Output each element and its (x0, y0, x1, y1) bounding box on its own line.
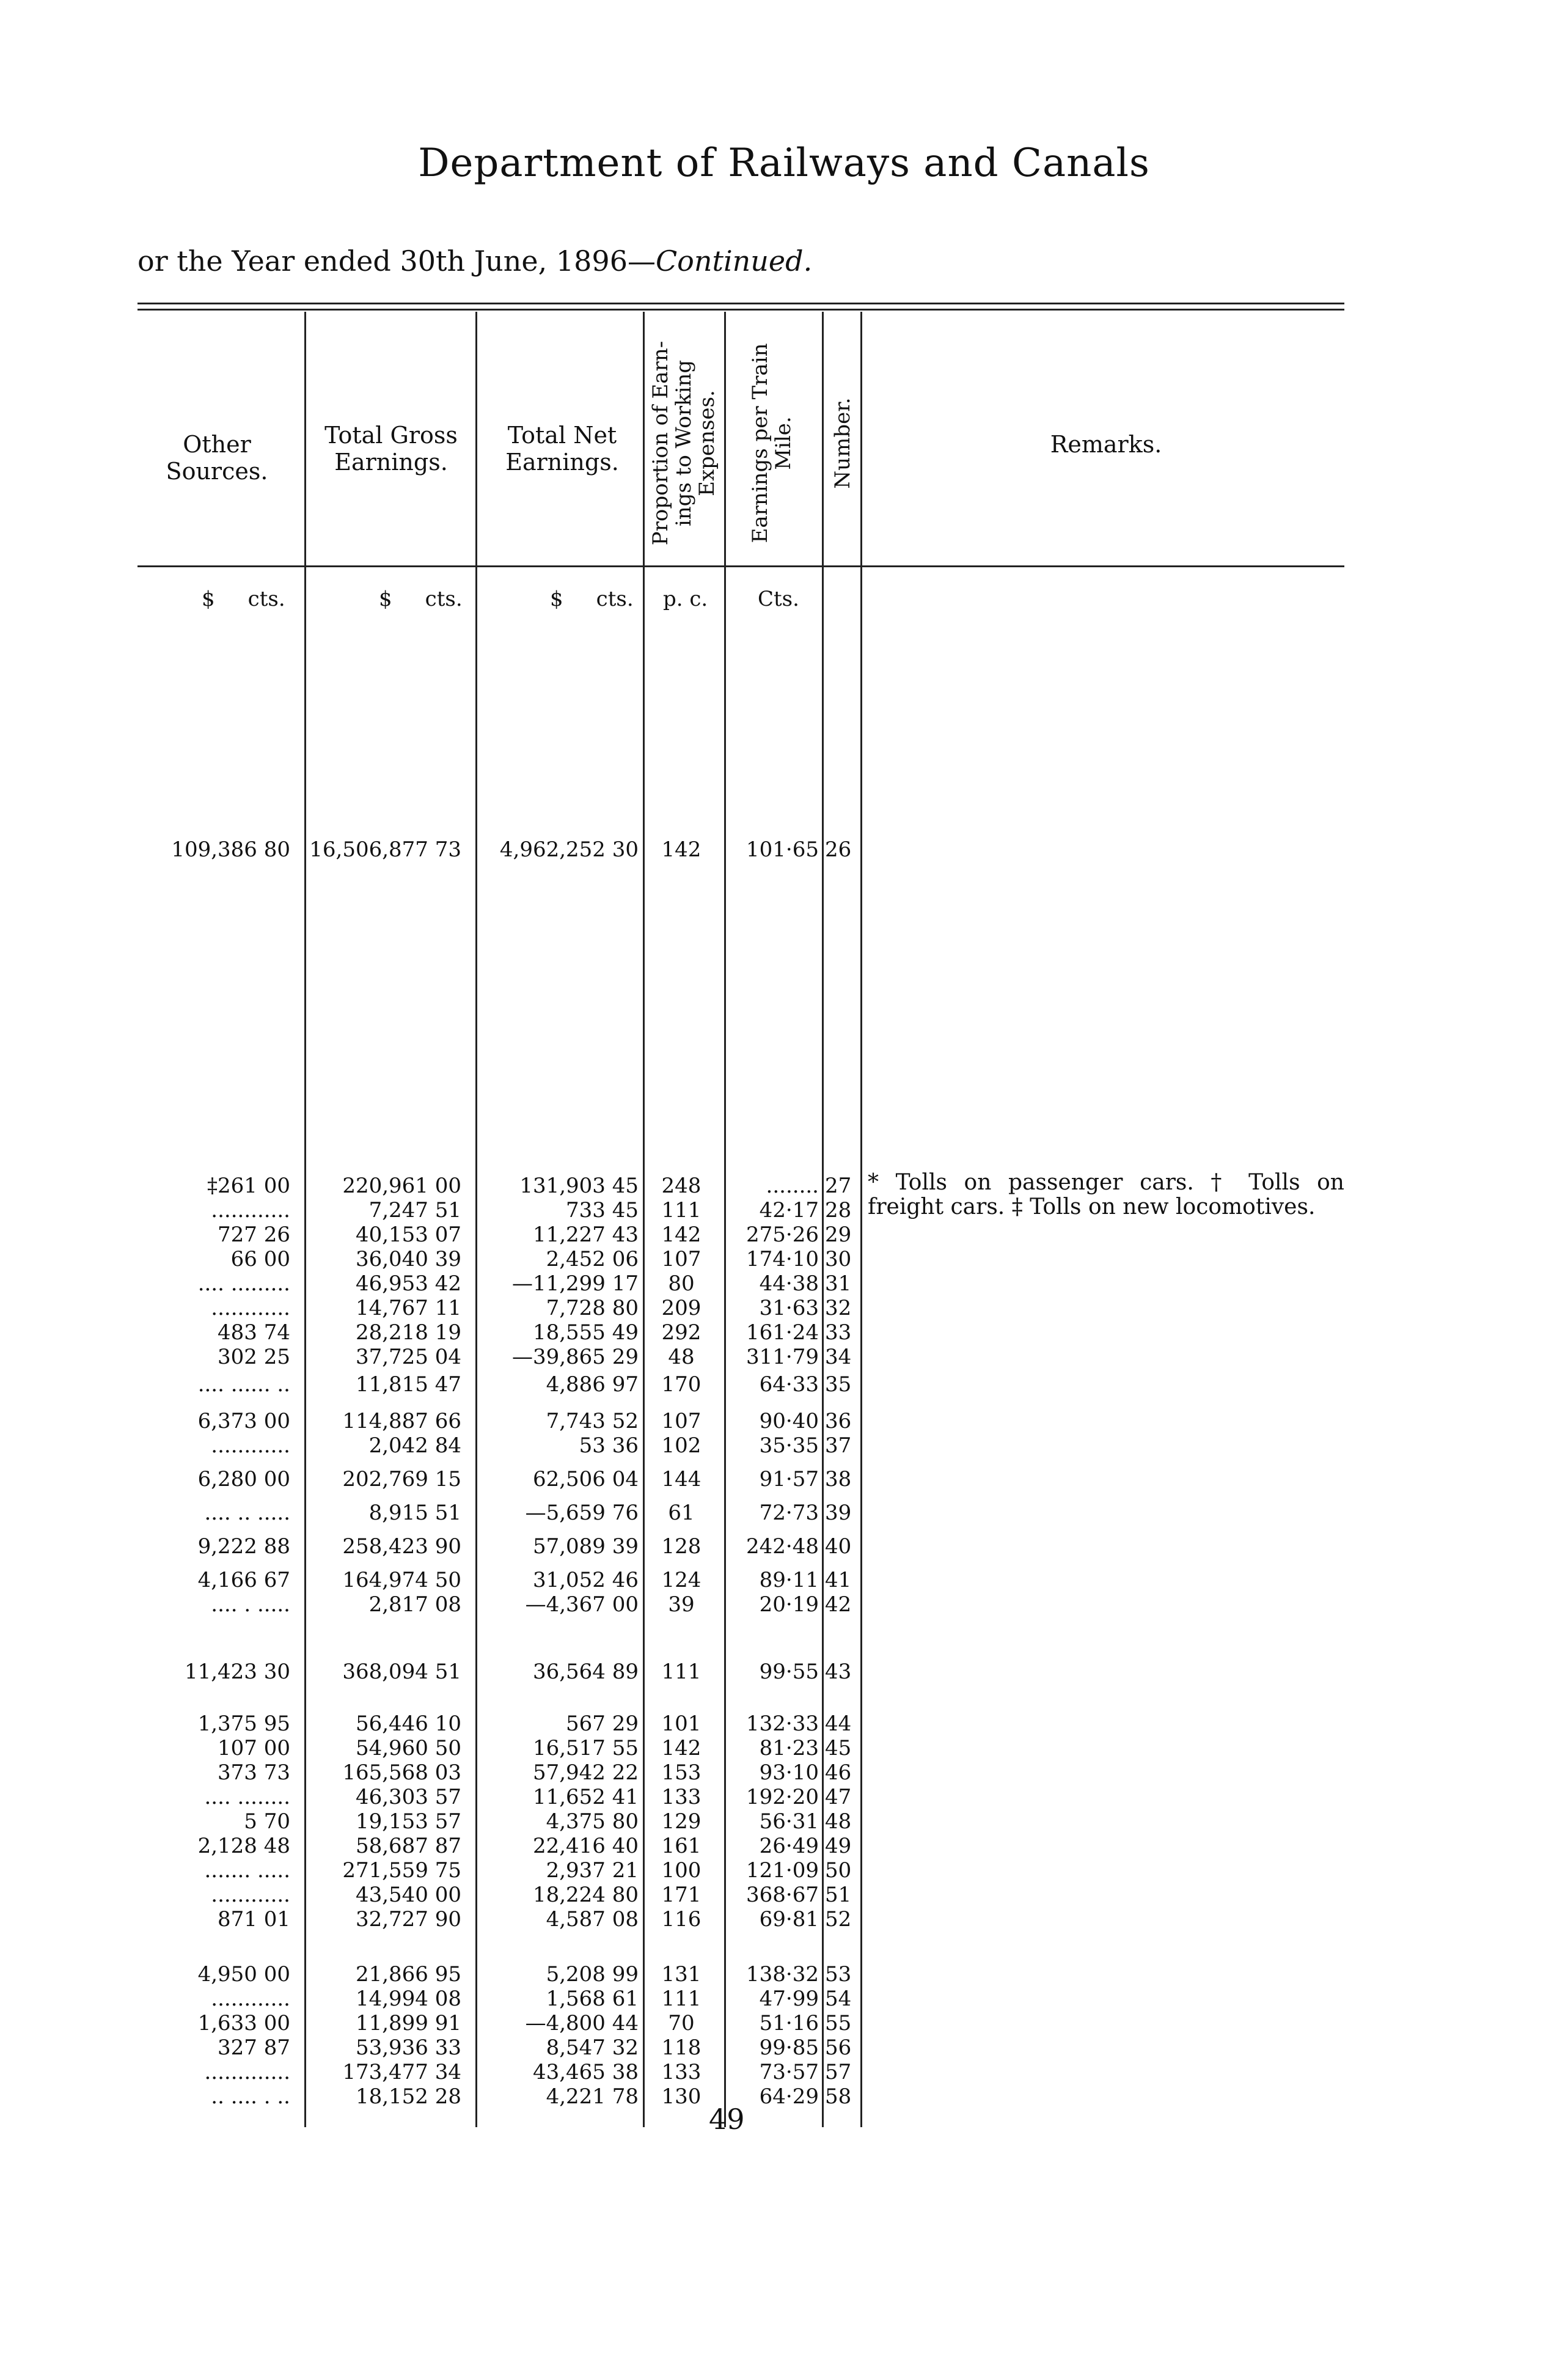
cell-prop: 111 (661, 1987, 702, 2011)
cell-net: —11,299 17 (511, 1271, 639, 1296)
cell-train: 242·48 (746, 1534, 819, 1559)
cell-net: 57,089 39 (532, 1534, 639, 1559)
table-row (0, 837, 1568, 862)
cell-prop: 70 (668, 2011, 695, 2035)
cell-train: 132·33 (746, 1712, 819, 1736)
cell-other: .... ........ (204, 1785, 290, 1809)
cell-prop: 248 (661, 1174, 702, 1198)
table-row (0, 1660, 1568, 1684)
cell-other: 1,375 95 (197, 1712, 290, 1736)
header-remarks: Remarks. (1050, 431, 1162, 458)
cell-num: 28 (825, 1198, 852, 1223)
cell-prop: 128 (661, 1534, 702, 1559)
cell-gross: 2,817 08 (368, 1592, 461, 1617)
cell-net: 11,227 43 (532, 1223, 639, 1247)
cell-other: ............ (211, 1433, 290, 1458)
cell-train: 101·65 (746, 837, 819, 862)
cell-gross: 14,767 11 (355, 1296, 461, 1320)
cell-other: ............ (211, 1987, 290, 2011)
cell-prop: 292 (661, 1320, 702, 1345)
cell-prop: 130 (661, 2084, 702, 2109)
cell-other: ............ (211, 1883, 290, 1907)
cell-net: 53 36 (579, 1433, 639, 1458)
cell-other: .... ...... .. (197, 1372, 290, 1397)
page-number: 49 (709, 2103, 745, 2136)
cell-train: 81·23 (759, 1736, 819, 1760)
cell-net: 2,452 06 (546, 1247, 639, 1271)
cell-other: 11,423 30 (184, 1660, 290, 1684)
cell-prop: 171 (661, 1883, 702, 1907)
cell-net: 4,221 78 (546, 2084, 639, 2109)
cell-train: 51·16 (759, 2011, 819, 2035)
cell-prop: 124 (661, 1568, 702, 1592)
cell-gross: 8,915 51 (368, 1501, 461, 1525)
cell-num: 55 (825, 2011, 852, 2035)
unit-net: $ cts. (550, 587, 634, 611)
cell-num: 40 (825, 1534, 852, 1559)
unit-other: $ cts. (202, 587, 285, 611)
table-row (0, 1372, 1568, 1397)
cell-train: 56·31 (759, 1809, 819, 1834)
cell-net: 36,564 89 (532, 1660, 639, 1684)
cell-other: 109,386 80 (171, 837, 290, 862)
cell-train: 275·26 (746, 1223, 819, 1247)
cell-gross: 37,725 04 (355, 1345, 461, 1369)
cell-other: ............. (204, 2060, 290, 2084)
cell-train: 192·20 (746, 1785, 819, 1809)
cell-train: 73·57 (759, 2060, 819, 2084)
cell-num: 50 (825, 1858, 852, 1883)
cell-net: 4,886 97 (546, 1372, 639, 1397)
cell-prop: 209 (661, 1296, 702, 1320)
top-rule-1 (137, 303, 1344, 304)
table-row (0, 1433, 1568, 1458)
cell-prop: 61 (668, 1501, 695, 1525)
cell-gross: 258,423 90 (342, 1534, 461, 1559)
cell-gross: 164,974 50 (342, 1568, 461, 1592)
table-row (0, 1987, 1568, 2011)
table-row (0, 1883, 1568, 1907)
cell-prop: 48 (668, 1345, 695, 1369)
header-other-sources: Other Sources. (166, 431, 268, 485)
cell-prop: 118 (661, 2035, 702, 2060)
cell-prop: 153 (661, 1760, 702, 1785)
cell-num: 54 (825, 1987, 852, 2011)
cell-num: 49 (825, 1834, 852, 1858)
cell-prop: 161 (661, 1834, 702, 1858)
table-row (0, 1568, 1568, 1592)
table-row (0, 1247, 1568, 1271)
cell-train: 90·40 (759, 1409, 819, 1433)
header-total-gross: Total Gross Earnings. (324, 422, 458, 476)
unit-train: Cts. (758, 587, 799, 611)
cell-other: 373 73 (218, 1760, 290, 1785)
subtitle-continued: Continued. (655, 245, 813, 278)
cell-train: 72·73 (759, 1501, 819, 1525)
cell-net: 5,208 99 (546, 1962, 639, 1987)
table-row (0, 1785, 1568, 1809)
cell-num: 44 (825, 1712, 852, 1736)
cell-net: 1,568 61 (546, 1987, 639, 2011)
cell-prop: 142 (661, 1736, 702, 1760)
table-row (0, 1858, 1568, 1883)
cell-num: 45 (825, 1736, 852, 1760)
cell-train: 311·79 (746, 1345, 819, 1369)
cell-gross: 46,303 57 (355, 1785, 461, 1809)
cell-num: 42 (825, 1592, 852, 1617)
cell-train: 69·81 (759, 1907, 819, 1932)
cell-prop: 111 (661, 1660, 702, 1684)
cell-train: 47·99 (759, 1987, 819, 2011)
cell-num: 56 (825, 2035, 852, 2060)
cell-other: 727 26 (218, 1223, 290, 1247)
cell-num: 37 (825, 1433, 852, 1458)
cell-train: 26·49 (759, 1834, 819, 1858)
cell-prop: 116 (661, 1907, 702, 1932)
cell-net: 31,052 46 (532, 1568, 639, 1592)
cell-num: 48 (825, 1809, 852, 1834)
cell-other: 871 01 (218, 1907, 290, 1932)
cell-gross: 11,899 91 (355, 2011, 461, 2035)
cell-num: 52 (825, 1907, 852, 1932)
cell-prop: 133 (661, 2060, 702, 2084)
cell-prop: 107 (661, 1247, 702, 1271)
table-row (0, 2084, 1568, 2109)
cell-other: ............ (211, 1296, 290, 1320)
cell-gross: 11,815 47 (355, 1372, 461, 1397)
cell-train: 42·17 (759, 1198, 819, 1223)
cell-other: 9,222 88 (197, 1534, 290, 1559)
cell-net: 2,937 21 (546, 1858, 639, 1883)
cell-prop: 142 (661, 837, 702, 862)
table-row (0, 1592, 1568, 1617)
cell-gross: 56,446 10 (355, 1712, 461, 1736)
cell-other: 1,633 00 (197, 2011, 290, 2035)
cell-gross: 202,769 15 (342, 1467, 461, 1491)
table-row (0, 1809, 1568, 1834)
cell-num: 46 (825, 1760, 852, 1785)
cell-other: ............ (211, 1198, 290, 1223)
cell-net: 8,547 32 (546, 2035, 639, 2060)
header-proportion: Proportion of Earn- ings to Working Expenses. (648, 340, 719, 546)
cell-other: .. .... . .. (211, 2084, 290, 2109)
cell-other: ‡261 00 (207, 1174, 290, 1198)
cell-net: 7,743 52 (546, 1409, 639, 1433)
cell-prop: 129 (661, 1809, 702, 1834)
unit-gross: $ cts. (379, 587, 463, 611)
cell-other: 4,950 00 (197, 1962, 290, 1987)
cell-other: 4,166 67 (197, 1568, 290, 1592)
cell-prop: 107 (661, 1409, 702, 1433)
cell-net: 567 29 (566, 1712, 639, 1736)
cell-prop: 111 (661, 1198, 702, 1223)
cell-train: 31·63 (759, 1296, 819, 1320)
table-row (0, 1409, 1568, 1433)
table-row (0, 1760, 1568, 1785)
cell-gross: 46,953 42 (355, 1271, 461, 1296)
cell-net: 16,517 55 (532, 1736, 639, 1760)
cell-gross: 32,727 90 (355, 1907, 461, 1932)
table-row (0, 1962, 1568, 1987)
cell-num: 51 (825, 1883, 852, 1907)
cell-prop: 101 (661, 1712, 702, 1736)
cell-net: 4,962,252 30 (499, 837, 639, 862)
cell-gross: 2,042 84 (368, 1433, 461, 1458)
remarks-note: * Tolls on passenger cars. † Tolls on freight cars. ‡ Tolls on new locomotives. (868, 1170, 1344, 1219)
cell-gross: 19,153 57 (355, 1809, 461, 1834)
table-row (0, 1736, 1568, 1760)
cell-gross: 43,540 00 (355, 1883, 461, 1907)
cell-gross: 21,866 95 (355, 1962, 461, 1987)
cell-train: 44·38 (759, 1271, 819, 1296)
cell-gross: 114,887 66 (342, 1409, 461, 1433)
cell-train: 174·10 (746, 1247, 819, 1271)
cell-num: 57 (825, 2060, 852, 2084)
cell-train: 20·19 (759, 1592, 819, 1617)
cell-net: 131,903 45 (519, 1174, 639, 1198)
cell-other: 483 74 (218, 1320, 290, 1345)
cell-train: 64·33 (759, 1372, 819, 1397)
header-rule (137, 565, 1344, 567)
cell-other: 6,280 00 (197, 1467, 290, 1491)
cell-net: —5,659 76 (525, 1501, 639, 1525)
cell-net: 4,375 80 (546, 1809, 639, 1834)
cell-other: 107 00 (218, 1736, 290, 1760)
table-row (0, 1467, 1568, 1491)
cell-prop: 142 (661, 1223, 702, 1247)
header-number: Number. (830, 397, 855, 489)
cell-net: 22,416 40 (532, 1834, 639, 1858)
cell-train: 89·11 (759, 1568, 819, 1592)
table-row (0, 1223, 1568, 1247)
cell-prop: 144 (661, 1467, 702, 1491)
cell-num: 29 (825, 1223, 852, 1247)
cell-num: 53 (825, 1962, 852, 1987)
cell-gross: 7,247 51 (368, 1198, 461, 1223)
table-row (0, 1712, 1568, 1736)
cell-gross: 58,687 87 (355, 1834, 461, 1858)
cell-other: 302 25 (218, 1345, 290, 1369)
top-rule-2 (137, 309, 1344, 311)
page-subtitle (137, 245, 812, 278)
cell-num: 27 (825, 1174, 852, 1198)
cell-gross: 36,040 39 (355, 1247, 461, 1271)
cell-net: 62,506 04 (532, 1467, 639, 1491)
table-row (0, 1907, 1568, 1932)
cell-prop: 102 (661, 1433, 702, 1458)
cell-other: .... .. ..... (204, 1501, 290, 1525)
cell-gross: 40,153 07 (355, 1223, 461, 1247)
cell-net: 11,652 41 (532, 1785, 639, 1809)
cell-gross: 54,960 50 (355, 1736, 461, 1760)
table-row (0, 2060, 1568, 2084)
cell-num: 30 (825, 1247, 852, 1271)
cell-num: 31 (825, 1271, 852, 1296)
cell-num: 43 (825, 1660, 852, 1684)
cell-train: 121·09 (746, 1858, 819, 1883)
cell-gross: 53,936 33 (355, 2035, 461, 2060)
cell-gross: 271,559 75 (342, 1858, 461, 1883)
cell-num: 26 (825, 837, 852, 862)
table-row (0, 1320, 1568, 1345)
cell-prop: 170 (661, 1372, 702, 1397)
cell-gross: 368,094 51 (342, 1660, 461, 1684)
cell-num: 38 (825, 1467, 852, 1491)
cell-num: 35 (825, 1372, 852, 1397)
cell-train: 161·24 (746, 1320, 819, 1345)
cell-train: 64·29 (759, 2084, 819, 2109)
cell-net: 7,728 80 (546, 1296, 639, 1320)
table-row (0, 1834, 1568, 1858)
table-row (0, 1271, 1568, 1296)
cell-train: ........ (766, 1174, 819, 1198)
cell-prop: 80 (668, 1271, 695, 1296)
cell-num: 32 (825, 1296, 852, 1320)
cell-train: 99·85 (759, 2035, 819, 2060)
table-row (0, 1345, 1568, 1369)
cell-net: 4,587 08 (546, 1907, 639, 1932)
cell-net: 18,224 80 (532, 1883, 639, 1907)
table-row (0, 1501, 1568, 1525)
cell-gross: 173,477 34 (342, 2060, 461, 2084)
table-row (0, 2035, 1568, 2060)
cell-other: 5 70 (244, 1809, 290, 1834)
cell-gross: 220,961 00 (342, 1174, 461, 1198)
cell-prop: 133 (661, 1785, 702, 1809)
cell-other: 327 87 (218, 2035, 290, 2060)
cell-train: 368·67 (746, 1883, 819, 1907)
cell-train: 91·57 (759, 1467, 819, 1491)
cell-num: 47 (825, 1785, 852, 1809)
cell-other: ....... ..... (204, 1858, 290, 1883)
header-per-train-mile: Earnings per Train Mile. (748, 343, 796, 543)
cell-gross: 14,994 08 (355, 1987, 461, 2011)
cell-other: .... . ..... (211, 1592, 290, 1617)
cell-train: 99·55 (759, 1660, 819, 1684)
cell-num: 36 (825, 1409, 852, 1433)
cell-gross: 16,506,877 73 (309, 837, 461, 862)
cell-prop: 100 (661, 1858, 702, 1883)
unit-prop: p. c. (663, 587, 708, 611)
cell-other: 66 00 (230, 1247, 290, 1271)
cell-prop: 131 (661, 1962, 702, 1987)
cell-net: 18,555 49 (532, 1320, 639, 1345)
cell-other: .... ......... (197, 1271, 290, 1296)
cell-train: 93·10 (759, 1760, 819, 1785)
table-row (0, 1534, 1568, 1559)
cell-other: 2,128 48 (197, 1834, 290, 1858)
cell-gross: 165,568 03 (342, 1760, 461, 1785)
cell-train: 35·35 (759, 1433, 819, 1458)
cell-num: 33 (825, 1320, 852, 1345)
cell-other: 6,373 00 (197, 1409, 290, 1433)
cell-net: 43,465 38 (532, 2060, 639, 2084)
cell-net: 733 45 (566, 1198, 639, 1223)
cell-gross: 28,218 19 (355, 1320, 461, 1345)
cell-num: 39 (825, 1501, 852, 1525)
table-row (0, 1296, 1568, 1320)
table-row (0, 2011, 1568, 2035)
cell-num: 34 (825, 1345, 852, 1369)
page-title: Department of Railways and Canals (418, 141, 1150, 186)
cell-prop: 39 (668, 1592, 695, 1617)
cell-net: 57,942 22 (532, 1760, 639, 1785)
header-total-net: Total Net Earnings. (505, 422, 619, 476)
cell-net: —39,865 29 (511, 1345, 639, 1369)
cell-num: 58 (825, 2084, 852, 2109)
cell-num: 41 (825, 1568, 852, 1592)
cell-gross: 18,152 28 (355, 2084, 461, 2109)
cell-net: —4,367 00 (525, 1592, 639, 1617)
subtitle-text: or the Year ended 30th June, 1896— (137, 245, 656, 278)
cell-train: 138·32 (746, 1962, 819, 1987)
cell-net: —4,800 44 (525, 2011, 639, 2035)
